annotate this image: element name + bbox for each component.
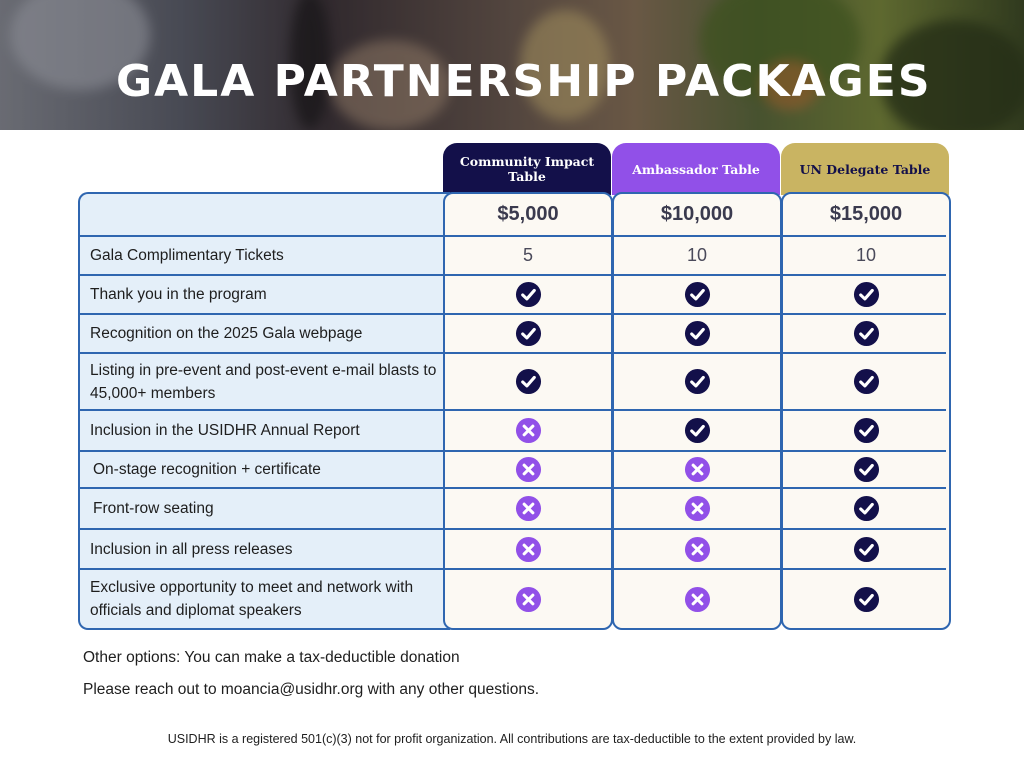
benefit-label: Exclusive opportunity to meet and network with officials and diplomat speakers (90, 579, 414, 619)
price-row (80, 194, 946, 235)
benefit-cell (445, 194, 611, 235)
benefit-cell (614, 194, 780, 235)
benefit-cell (614, 489, 780, 528)
page-title: GALA PARTNERSHIP PACKAGES (116, 56, 932, 107)
hero-banner (0, 0, 1024, 130)
package-tab-ambassador: Ambassador Table (612, 143, 780, 195)
benefit-label: Listing in pre-event and post-event e-mail blasts to 45,000+ members (90, 361, 437, 402)
benefit-cell (445, 411, 611, 450)
check-icon (515, 320, 542, 347)
tickets-value: 10 (855, 245, 877, 265)
benefit-cell (783, 570, 949, 628)
check-icon (853, 320, 880, 347)
benefit-cell (614, 276, 780, 313)
check-icon (684, 281, 711, 308)
benefit-row (80, 354, 946, 409)
benefit-label: Thank you in the program (90, 286, 267, 303)
benefit-cell (783, 276, 949, 313)
check-icon (684, 417, 711, 444)
benefit-cell (445, 489, 611, 528)
check-icon (853, 456, 880, 483)
benefit-row (80, 530, 946, 568)
benefit-cell (614, 411, 780, 450)
cross-icon (684, 456, 711, 483)
benefit-row (80, 237, 946, 274)
benefit-label: Gala Complimentary Tickets (90, 247, 284, 264)
check-icon (684, 368, 711, 395)
benefit-label: Inclusion in all press releases (90, 540, 293, 558)
benefit-cell (445, 530, 611, 568)
check-icon (515, 368, 542, 395)
benefit-row (80, 276, 946, 313)
benefit-row (80, 489, 946, 528)
cross-icon (684, 536, 711, 563)
benefit-cell (783, 194, 949, 235)
benefit-row (80, 570, 946, 628)
cross-icon (515, 456, 542, 483)
benefit-cell (783, 315, 949, 352)
benefit-label: Front-row seating (93, 500, 214, 517)
benefit-cell (445, 276, 611, 313)
price-ambassador: $10,000 (660, 203, 734, 225)
benefit-cell (614, 354, 780, 409)
cross-icon (515, 586, 542, 613)
check-icon (515, 281, 542, 308)
benefit-label: Recognition on the 2025 Gala webpage (90, 325, 363, 342)
benefit-cell (445, 452, 611, 487)
benefit-cell (783, 237, 949, 274)
contact-text: Please reach out to moancia@usidhr.org with any other questions. (83, 681, 540, 698)
benefit-cell (614, 570, 780, 628)
check-icon (853, 495, 880, 522)
benefit-cell (614, 237, 780, 274)
benefit-cell (445, 570, 611, 628)
cross-icon (515, 495, 542, 522)
benefit-cell (445, 237, 611, 274)
benefit-cell (783, 489, 949, 528)
cross-icon (515, 536, 542, 563)
benefit-cell (783, 452, 949, 487)
benefit-cell (614, 530, 780, 568)
other-options-text: Other options: You can make a tax-deductible donation (83, 649, 460, 666)
benefit-cell (614, 452, 780, 487)
cross-icon (515, 417, 542, 444)
benefit-cell (783, 530, 949, 568)
benefit-label: On-stage recognition + certificate (93, 461, 321, 478)
check-icon (853, 536, 880, 563)
check-icon (853, 417, 880, 444)
check-icon (853, 586, 880, 613)
benefit-cell (614, 315, 780, 352)
check-icon (853, 281, 880, 308)
benefit-label: Inclusion in the USIDHR Annual Report (90, 422, 360, 439)
benefit-row (80, 411, 946, 450)
benefit-cell (783, 411, 949, 450)
benefit-row (80, 315, 946, 352)
check-icon (853, 368, 880, 395)
benefit-cell (783, 354, 949, 409)
price-community-impact: $5,000 (497, 203, 559, 225)
cross-icon (684, 495, 711, 522)
benefit-cell (445, 315, 611, 352)
package-tab-community-impact: Community Impact Table (443, 143, 611, 195)
benefit-cell (445, 354, 611, 409)
legal-disclaimer: USIDHR is a registered 501(c)(3) not for profit organization. All contributions are tax-deductible to the extent provided by law. (167, 732, 857, 746)
benefit-row (80, 452, 946, 487)
package-tab-un-delegate: UN Delegate Table (781, 143, 949, 195)
price-un-delegate: $15,000 (829, 203, 903, 225)
cross-icon (684, 586, 711, 613)
tickets-value: 5 (522, 245, 533, 265)
check-icon (684, 320, 711, 347)
tickets-value: 10 (686, 245, 708, 265)
